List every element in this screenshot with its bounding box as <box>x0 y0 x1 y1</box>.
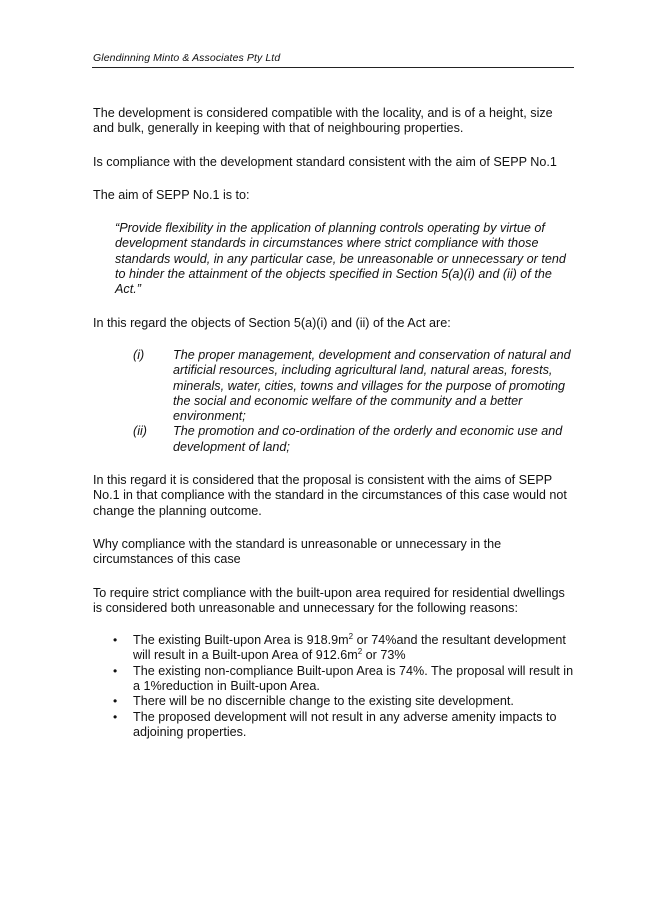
paragraph-sepp-aim-intro: The aim of SEPP No.1 is to: <box>93 187 250 202</box>
list-item <box>113 694 577 709</box>
act-objects-list <box>133 348 577 455</box>
paragraph-consistency: In this regard it is considered that the proposal is consistent with the aims of SEPP No.1 in that compliance with the standard in the circumstances of this case would not change the planning outcome. <box>93 473 567 518</box>
paragraph-strict-compliance: To require strict compliance with the built-upon area required for residential dwellings is considered both unreasonable and unnecessary for the following reasons: <box>93 585 565 615</box>
list-item-number: (i) <box>133 347 145 362</box>
bullet-icon: • <box>113 663 118 678</box>
list-item-text: The existing Built-upon Area is $918.9m^2$ or 74%and the resultant development will result in a Built-upon Area of $912.6m^2$ or 73% <box>133 631 566 663</box>
reasons-list <box>113 633 577 740</box>
bullet-icon: • <box>113 694 118 709</box>
page-header: Glendinning Minto & Associates Pty Ltd <box>93 52 281 64</box>
list-item <box>113 633 577 664</box>
list-item-text: The proposed development will not result in any adverse amenity impacts to adjoining properties. <box>133 709 557 739</box>
bullet-icon: • <box>113 709 118 724</box>
paragraph-act-objects-intro: In this regard the objects of Section 5(a)(i) and (ii) of the Act are: <box>93 315 451 330</box>
list-item-text: There will be no discernible change to the existing site development. <box>133 694 514 709</box>
list-item-number: (ii) <box>133 424 147 439</box>
list-item <box>133 424 577 455</box>
list-item <box>133 348 577 424</box>
document-body <box>93 106 577 740</box>
list-item <box>113 664 577 695</box>
header-rule <box>92 67 574 68</box>
list-item-text: The promotion and co-ordination of the orderly and economic use and development of land; <box>173 424 563 454</box>
list-item <box>113 710 577 741</box>
list-item-text: The proper management, development and conservation of natural and artificial resources, including agricultural land, natural areas, forests, minerals, water, cities, towns and villages for the purpose of promoting the social and economic welfare of the community and a better environment; <box>173 347 571 424</box>
list-item-text: The existing non-compliance Built-upon Area is 74%. The proposal will result in a 1%reduction in Built-upon Area. <box>133 663 574 694</box>
paragraph-compliance-question: Is compliance with the development standard consistent with the aim of SEPP No.1 <box>93 154 557 169</box>
paragraph-compatibility: The development is considered compatible with the locality, and is of a height, size and bulk, generally in keeping with that of neighbouring properties. <box>93 106 553 136</box>
bullet-icon: • <box>113 633 118 648</box>
paragraph-reasonableness-heading: Why compliance with the standard is unreasonable or unnecessary in the circumstances of this case <box>93 536 502 567</box>
sepp-aim-quote: “Provide flexibility in the application of planning controls operating by virtue of development standards in circumstances where strict compliance with those standards would, in any particular case, be unreasonable or unnecessary or tend to hinder the attainment of the objects specified in Section 5(a)(i) and (ii) of the Act.” <box>115 221 566 297</box>
